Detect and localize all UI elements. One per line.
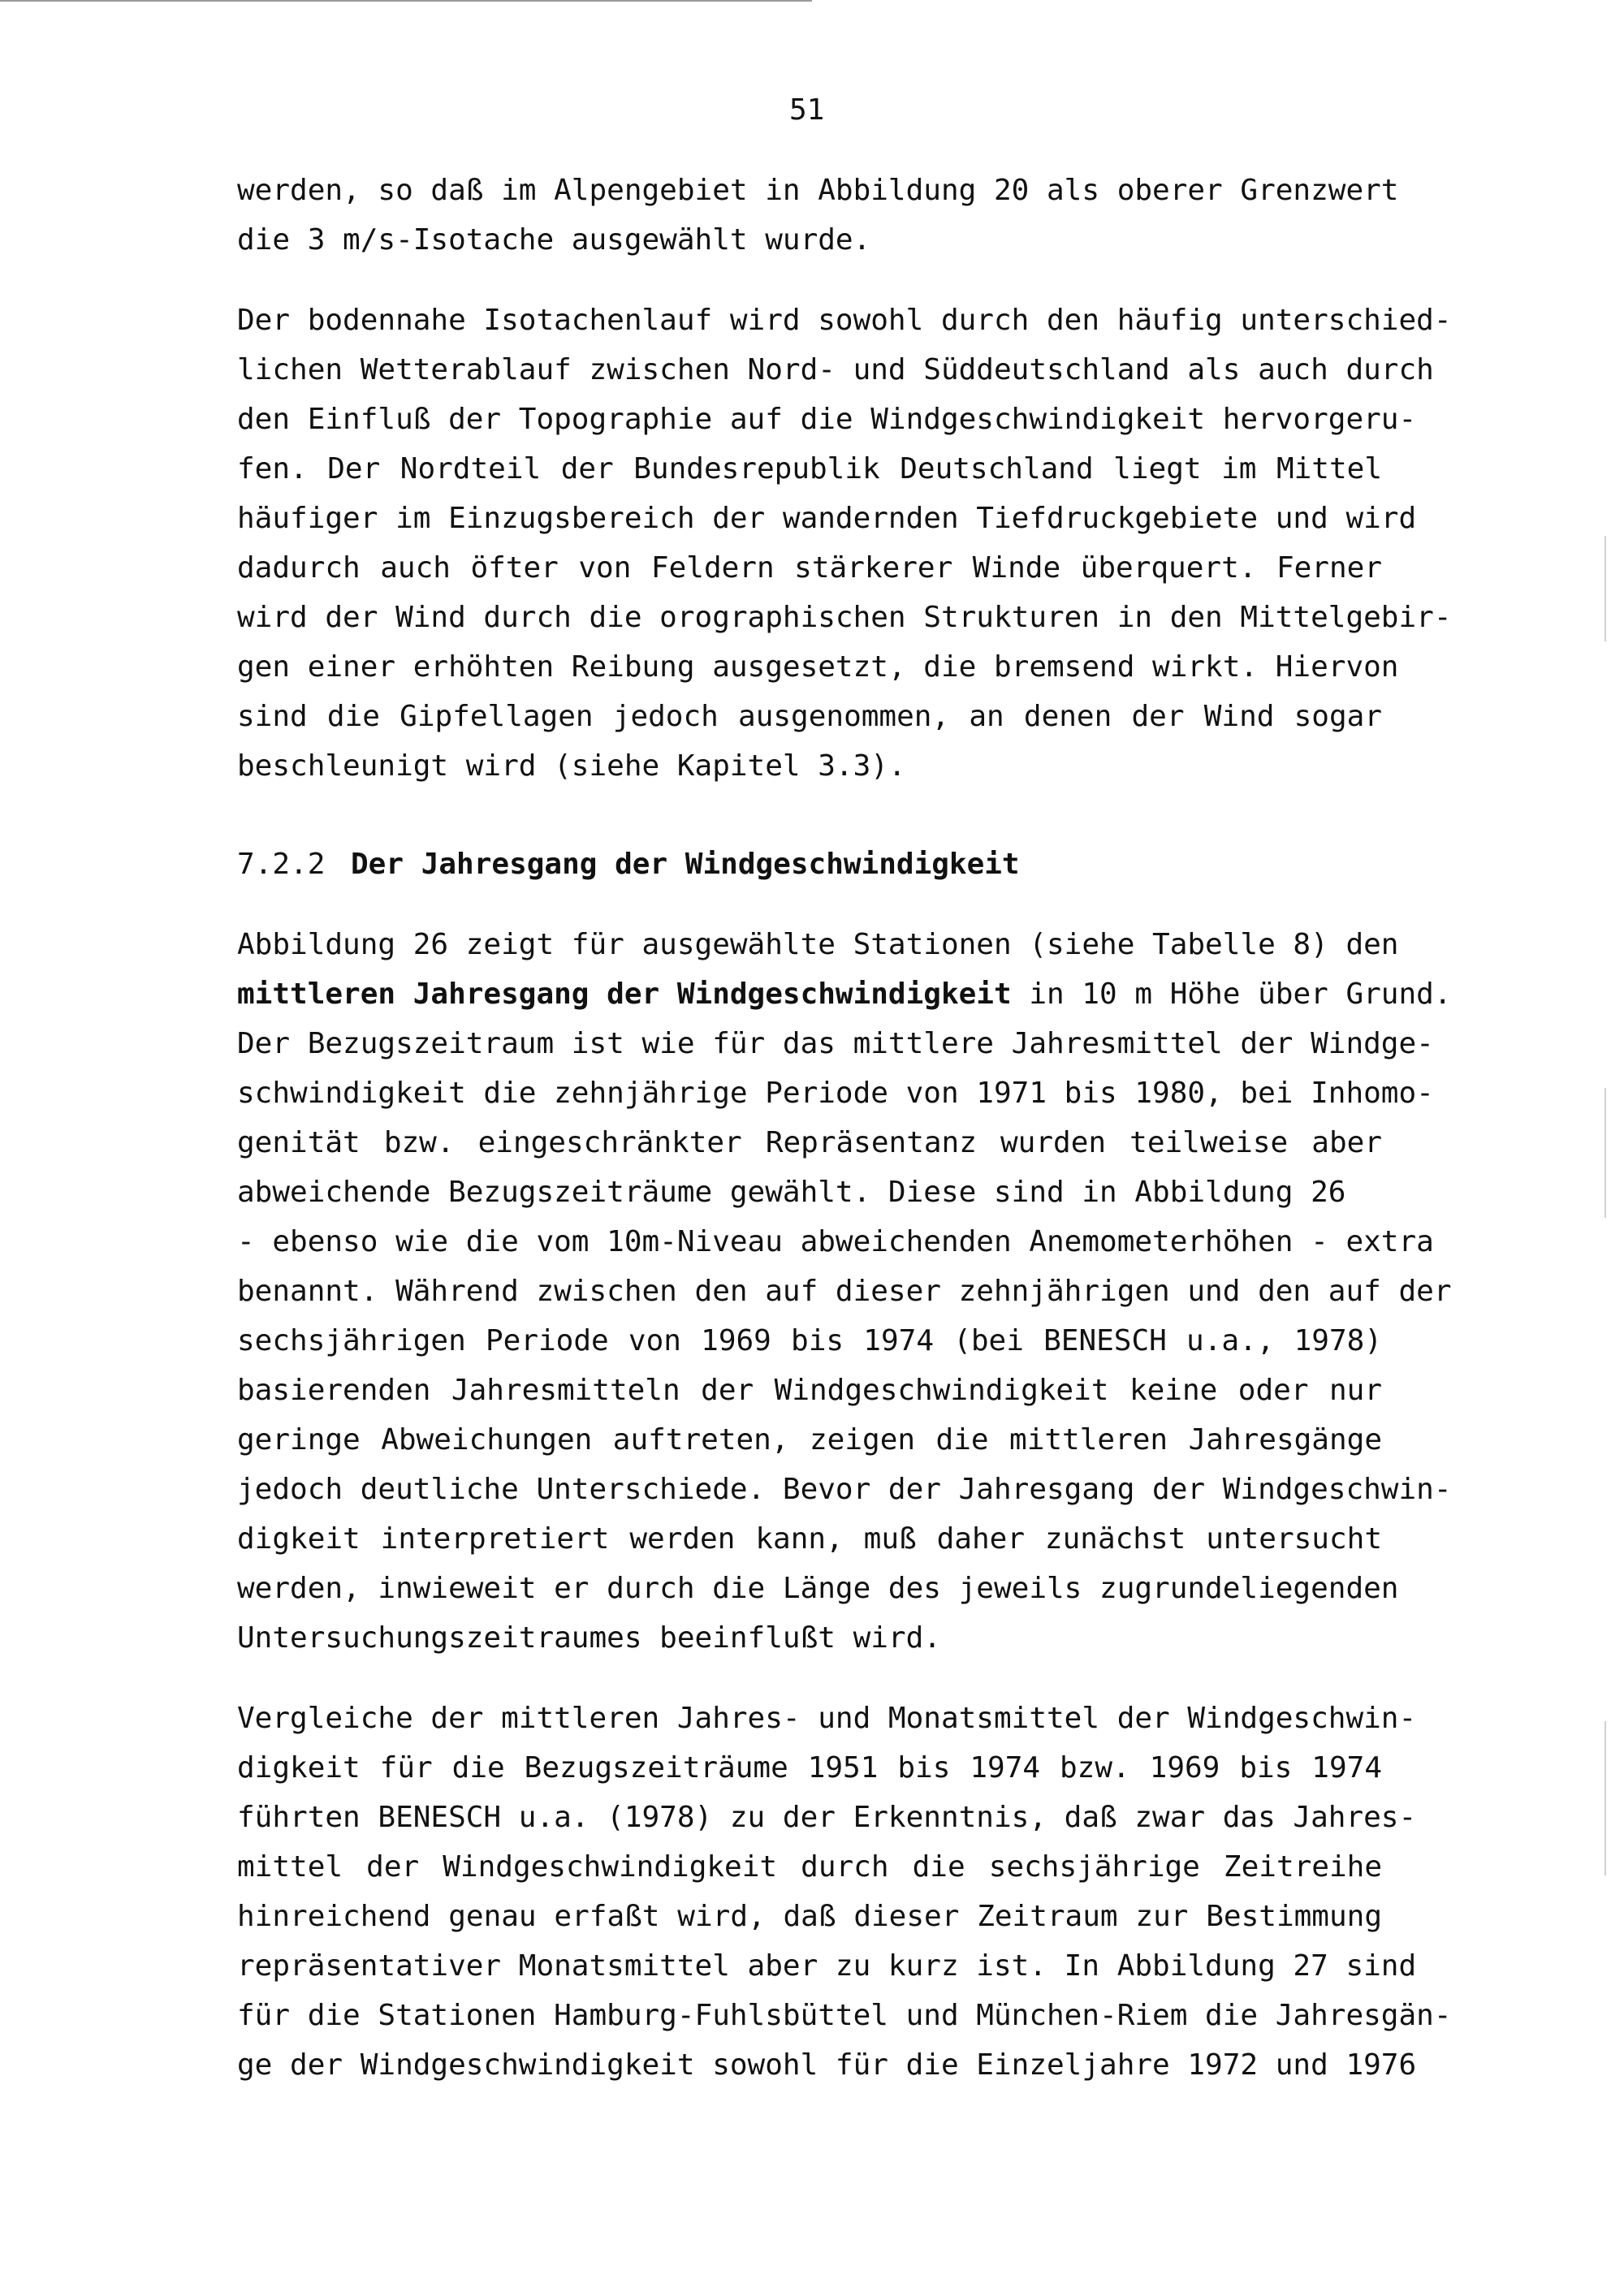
paragraph-4-line: führten BENESCH u.a. (1978) zu der Erkenntnis, daß zwar das Jahres- — [237, 1801, 1417, 1834]
paragraph-2-line: häufiger im Einzugsbereich der wandernden Tiefdruckgebiete und wird — [237, 502, 1417, 535]
paragraph-2-line: dadurch auch öfter von Feldern stärkerer Winde überquert. Ferner — [237, 551, 1382, 585]
paragraph-4-line: mittel der Windgeschwindigkeit durch die sechsjährige Zeitreihe — [237, 1850, 1382, 1884]
paragraph-3-line-rest: in 10 m Höhe über Grund. — [1011, 978, 1452, 1011]
paragraph-4-line: für die Stationen Hamburg-Fuhlsbüttel und München-Riem die Jahresgän- — [237, 1999, 1452, 2032]
paragraph-2-line: Der bodennahe Isotachenlauf wird sowohl durch den häufig unterschied- — [237, 304, 1452, 337]
page-number: 51 — [789, 93, 825, 127]
paragraph-4-line: repräsentativer Monatsmittel aber zu kurz ist. In Abbildung 27 sind — [237, 1949, 1417, 1983]
paragraph-3-line: - ebenso wie die vom 10m-Niveau abweichenden Anemometerhöhen - extra — [237, 1225, 1434, 1258]
paragraph-1-line: werden, so daß im Alpengebiet in Abbildung 20 als oberer Grenzwert — [237, 174, 1399, 207]
paragraph-4-line: Vergleiche der mittleren Jahres- und Monatsmittel der Windgeschwin- — [237, 1702, 1417, 1735]
paragraph-3-line: digkeit interpretiert werden kann, muß daher zunächst untersucht — [237, 1522, 1382, 1556]
paragraph-1-line: die 3 m/s-Isotache ausgewählt wurde. — [237, 223, 871, 257]
scan-edge-mark — [1605, 1721, 1606, 1875]
emphasized-term: mittleren Jahresgang der Windgeschwindigkeit — [237, 978, 1012, 1011]
paragraph-3-line: Abbildung 26 zeigt für ausgewählte Stationen (siehe Tabelle 8) den — [237, 928, 1399, 961]
paragraph-3-line: genität bzw. eingeschränkter Repräsentanz wurden teilweise aber — [237, 1126, 1382, 1159]
paragraph-3-line: jedoch deutliche Unterschiede. Bevor der Jahresgang der Windgeschwin- — [237, 1473, 1452, 1506]
scan-top-rule — [0, 0, 812, 2]
scan-edge-mark — [1605, 1088, 1606, 1218]
paragraph-3-line: abweichende Bezugszeiträume gewählt. Diese sind in Abbildung 26 — [237, 1176, 1346, 1209]
paragraph-2-line: fen. Der Nordteil der Bundesrepublik Deutschland liegt im Mittel — [237, 452, 1382, 486]
paragraph-3-line: benannt. Während zwischen den auf dieser zehnjährigen und den auf der — [237, 1275, 1452, 1308]
paragraph-2-line: wird der Wind durch die orographischen Strukturen in den Mittelgebir- — [237, 601, 1452, 634]
paragraph-3-line: basierenden Jahresmitteln der Windgeschwindigkeit keine oder nur — [237, 1374, 1382, 1407]
paragraph-4-line: ge der Windgeschwindigkeit sowohl für die Einzeljahre 1972 und 1976 — [237, 2048, 1417, 2082]
paragraph-3-line: schwindigkeit die zehnjährige Periode von 1971 bis 1980, bei Inhomo- — [237, 1077, 1434, 1110]
section-heading — [237, 845, 1020, 884]
paragraph-2-line: sind die Gipfellagen jedoch ausgenommen, an denen der Wind sogar — [237, 700, 1382, 733]
paragraph-3-line: Untersuchungszeitraumes beeinflußt wird. — [237, 1621, 941, 1655]
section-title: Der Jahresgang der Windgeschwindigkeit — [351, 848, 1020, 881]
paragraph-2-line: lichen Wetterablauf zwischen Nord- und Süddeutschland als auch durch — [237, 353, 1434, 386]
paragraph-3-line: sechsjährigen Periode von 1969 bis 1974 (bei BENESCH u.a., 1978) — [237, 1324, 1382, 1357]
section-number: 7.2.2 — [237, 848, 326, 881]
paragraph-3-line — [237, 975, 1452, 1014]
paragraph-3-line: geringe Abweichungen auftreten, zeigen die mittleren Jahresgänge — [237, 1423, 1382, 1457]
scan-edge-mark — [1605, 536, 1606, 641]
paragraph-2-line: den Einfluß der Topographie auf die Windgeschwindigkeit hervorgeru- — [237, 403, 1417, 436]
paragraph-3-line: Der Bezugszeitraum ist wie für das mittlere Jahresmittel der Windge- — [237, 1027, 1434, 1060]
paragraph-2-line: gen einer erhöhten Reibung ausgesetzt, die bremsend wirkt. Hiervon — [237, 650, 1399, 684]
paragraph-4-line: digkeit für die Bezugszeiträume 1951 bis 1974 bzw. 1969 bis 1974 — [237, 1751, 1382, 1785]
paragraph-4-line: hinreichend genau erfaßt wird, daß dieser Zeitraum zur Bestimmung — [237, 1900, 1382, 1933]
paragraph-3-line: werden, inwieweit er durch die Länge des jeweils zugrundeliegenden — [237, 1572, 1399, 1605]
paragraph-2-line: beschleunigt wird (siehe Kapitel 3.3). — [237, 749, 906, 783]
